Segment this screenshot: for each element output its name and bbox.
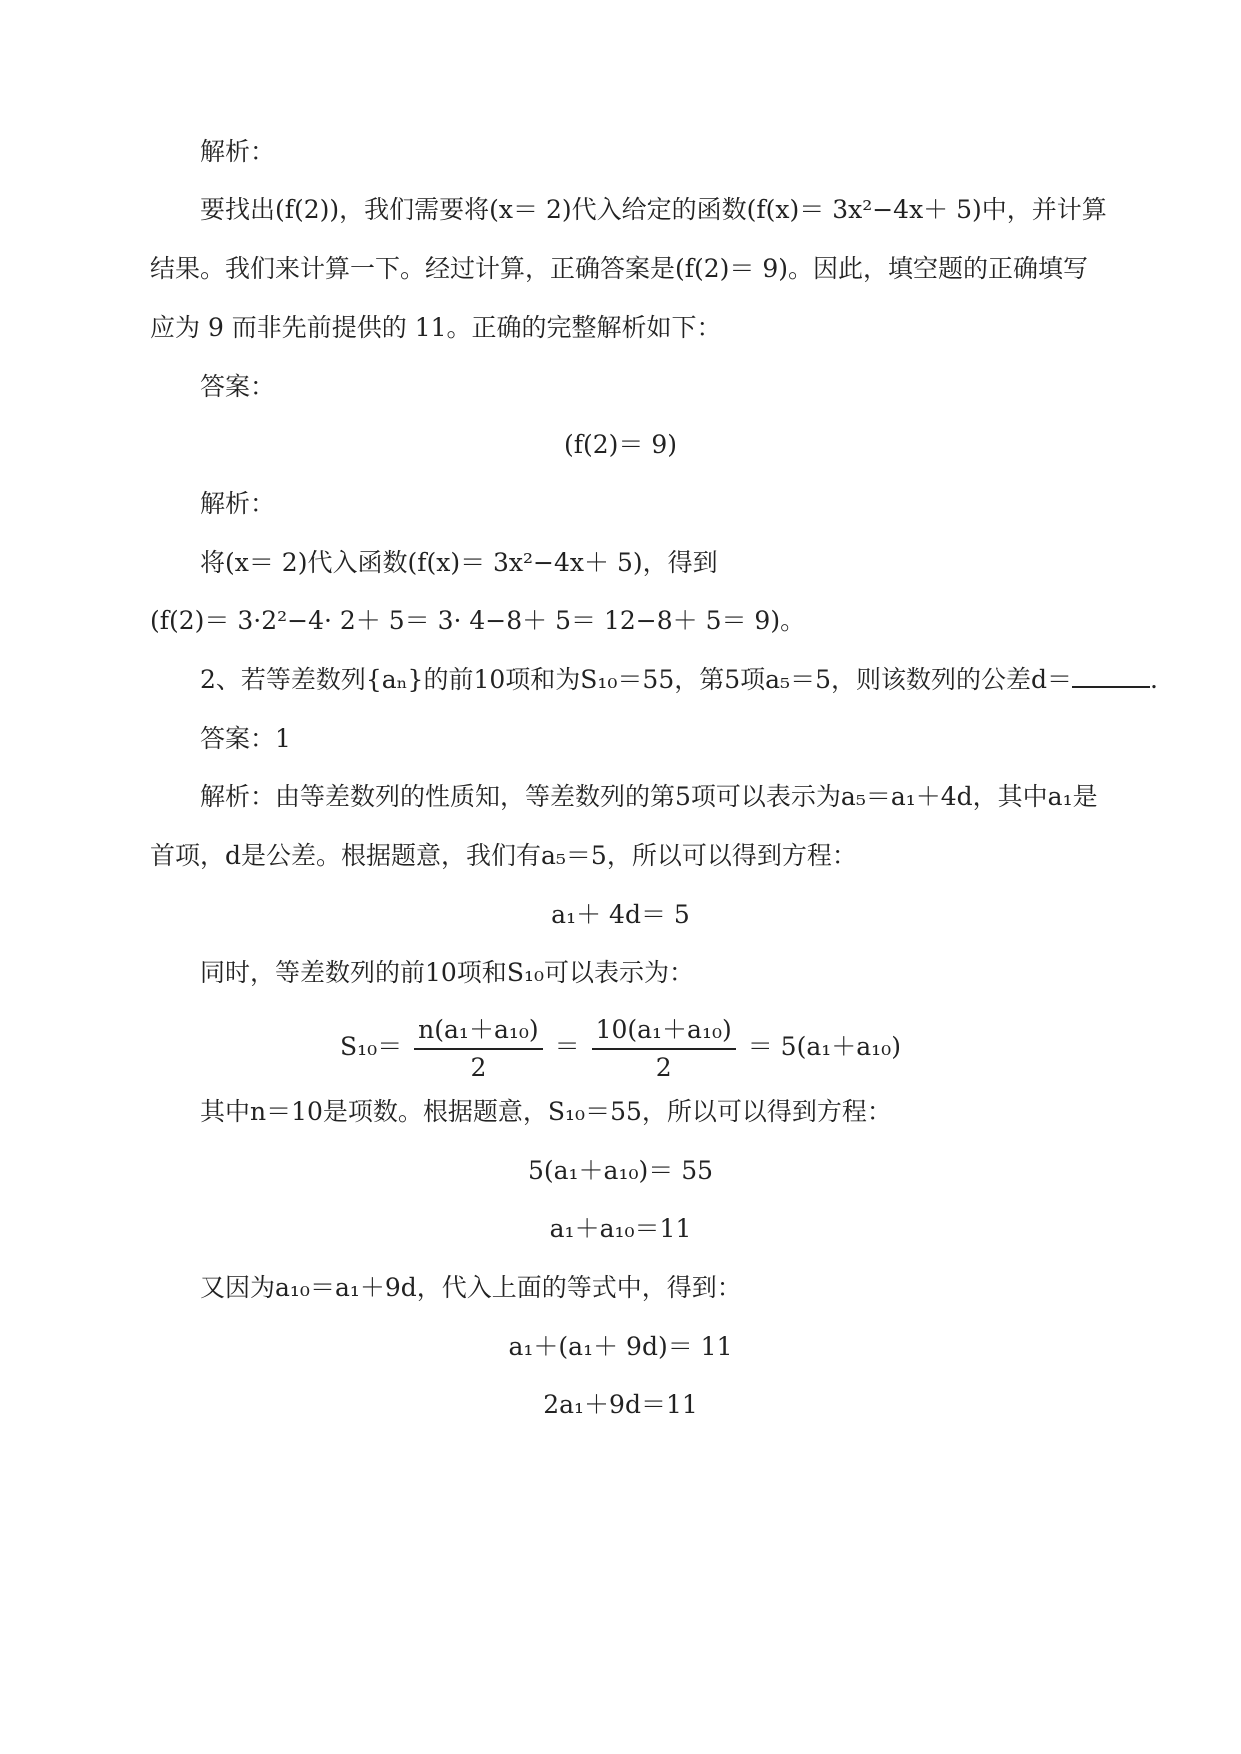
sum-formula-lhs: S₁₀＝ bbox=[340, 1032, 403, 1061]
sum-formula bbox=[0, 1013, 1241, 1083]
sum-intro: 同时，等差数列的前10项和S₁₀可以表示为： bbox=[200, 958, 694, 987]
analysis-heading-1: 解析： bbox=[200, 137, 276, 166]
equation-substituted: a₁＋(a₁＋ 9d)＝ 11 bbox=[508, 1332, 733, 1361]
paragraph-line-2: 结果。我们来计算一下。经过计算，正确答案是(f(2)＝ 9)。因此，填空题的正确填写 bbox=[150, 254, 1089, 283]
fill-blank bbox=[1072, 666, 1150, 688]
sum-formula-equals: ＝ bbox=[554, 1032, 580, 1061]
question-2: 2、若等差数列{aₙ}的前10项和为S₁₀＝55，第5项a₅＝5，则该数列的公差d＝ . bbox=[200, 665, 1158, 694]
a10-relation: 又因为a₁₀＝a₁＋9d，代入上面的等式中，得到： bbox=[200, 1273, 742, 1302]
fraction-1 bbox=[414, 1015, 542, 1083]
fraction-2-denominator: 2 bbox=[655, 1052, 672, 1082]
paragraph-line-3: 应为 9 而非先前提供的 11。正确的完整解析如下： bbox=[150, 313, 722, 342]
fraction-2-numerator: 10(a₁＋a₁₀) bbox=[592, 1015, 736, 1050]
answer-heading-1: 答案： bbox=[200, 372, 276, 401]
analysis-2-line-2: 首项，d是公差。根据题意，我们有a₅＝5，所以可以得到方程： bbox=[150, 841, 857, 870]
sum-formula-rhs: ＝ 5(a₁＋a₁₀) bbox=[747, 1032, 901, 1061]
analysis-2-line-1: 解析：由等差数列的性质知，等差数列的第5项可以表示为a₅＝a₁＋4d，其中a₁是 bbox=[200, 782, 1098, 811]
fraction-2 bbox=[592, 1015, 736, 1083]
equation-sum: 5(a₁＋a₁₀)＝ 55 bbox=[527, 1156, 714, 1185]
paragraph-line-1: 要找出(f(2))，我们需要将(x＝ 2)代入给定的函数(f(x)＝ 3x²−4x＋ 5)中，并计算 bbox=[200, 195, 1107, 224]
answer-2: 答案：1 bbox=[200, 724, 291, 753]
equation-final: 2a₁＋9d＝11 bbox=[543, 1390, 698, 1419]
question-2-text: 2、若等差数列{aₙ}的前10项和为S₁₀＝55，第5项a₅＝5，则该数列的公差d＝ bbox=[200, 665, 1072, 694]
fraction-1-numerator: n(a₁＋a₁₀) bbox=[414, 1015, 542, 1050]
answer-formula-1: (f(2)＝ 9) bbox=[563, 430, 678, 459]
equation-a1-a10: a₁＋a₁₀＝11 bbox=[549, 1214, 692, 1243]
equation-a5: a₁＋ 4d＝ 5 bbox=[551, 900, 690, 929]
substitution-line: 将(x＝ 2)代入函数(f(x)＝ 3x²−4x＋ 5)，得到 bbox=[200, 548, 718, 577]
calculation-line: (f(2)＝ 3·2²−4· 2＋ 5＝ 3· 4−8＋ 5＝ 12−8＋ 5＝ 9)。 bbox=[150, 606, 806, 635]
analysis-heading-2: 解析： bbox=[200, 489, 276, 518]
fraction-1-denominator: 2 bbox=[470, 1052, 487, 1082]
n-definition: 其中n＝10是项数。根据题意，S₁₀＝55，所以可以得到方程： bbox=[200, 1097, 892, 1126]
